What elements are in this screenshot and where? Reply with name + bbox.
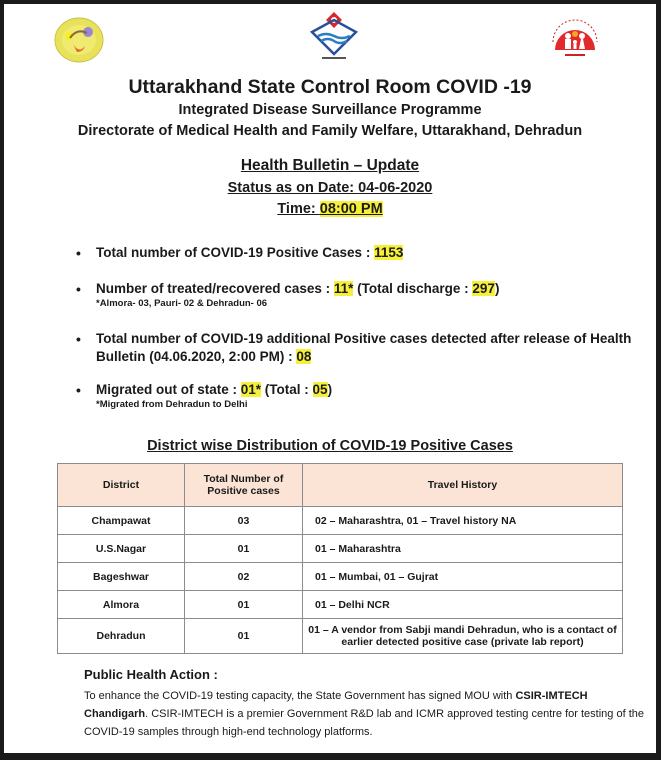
pha-text-part1: To enhance the COVID-19 testing capacity, the State Government has signed MOU with [84,690,516,702]
cell-cases: 03 [185,507,303,535]
status-date-label: Status as on Date: [227,180,359,196]
cell-travel: 01 – A vendor from Sabji mandi Dehradun, who is a contact of earlier detected positive case (private lab report) [303,619,623,654]
cell-cases: 01 [185,591,303,619]
cell-travel: 01 – Mumbai, 01 – Gujrat [303,563,623,591]
total-cases-value: 1153 [374,245,404,260]
migrated-total-label: (Total : [261,382,313,397]
migrated-note: *Migrated from Dehradun to Delhi [96,399,248,410]
cell-district: Bageshwar [58,563,185,591]
time-value: 08:00 PM [319,201,383,217]
district-table-title: District wise Distribution of COVID-19 Positive Cases [147,438,513,454]
recovered-value: 11* [333,281,354,296]
cell-travel: 01 – Delhi NCR [303,591,623,619]
directorate-subtitle: Directorate of Medical Health and Family Welfare, Uttarakhand, Dehradun [77,123,583,139]
status-date-value: 04-06-2020 [358,180,433,196]
cell-district: U.S.Nagar [58,535,185,563]
header-district: District [58,464,185,507]
bulletin-heading: Health Bulletin – Update [240,157,420,174]
programme-subtitle: Integrated Disease Surveillance Programme [178,102,482,118]
bullet-additional-cases [70,330,636,366]
table-row [58,591,623,619]
status-date-line [4,180,656,196]
district-table [57,463,623,654]
discharge-close: ) [494,281,500,296]
time-line [4,201,656,217]
bullet-recovered [70,280,499,310]
migrated-value: 01* [240,382,262,397]
bullet-total-cases [70,244,403,262]
table-header-row [58,464,623,507]
cell-district: Dehradun [58,619,185,654]
cell-district: Almora [58,591,185,619]
migrated-label: Migrated out of state : [96,382,241,397]
total-cases-label: Total number of COVID-19 Positive Cases : [96,245,375,260]
additional-label: Total number of COVID-19 additional Positive cases detected after release of Health Bulletin (04.06.2020, 2:00 PM) : [96,331,632,364]
table-row [58,535,623,563]
bullet-migrated [70,381,332,411]
migrated-total-value: 05 [312,382,328,397]
pha-text-part2: . CSIR-IMTECH is a premier Government R&D lab and ICMR approved testing centre for testing of the COVID-19 samples through high-end technology platforms. [84,708,644,738]
page-title: Uttarakhand State Control Room COVID -19 [128,76,532,98]
discharge-label: (Total discharge : [353,281,473,296]
public-health-action-heading: Public Health Action : [84,667,218,682]
recovered-label: Number of treated/recovered cases : [96,281,334,296]
recovered-note: *Almora- 03, Pauri- 02 & Dehradun- 06 [96,298,268,309]
cell-cases: 01 [185,619,303,654]
uttarakhand-govt-logo-icon [308,10,360,62]
header-travel: Travel History [303,464,623,507]
cell-cases: 01 [185,535,303,563]
cell-district: Champawat [58,507,185,535]
bulletin-page [4,4,656,753]
nhm-logo-icon [549,12,601,64]
pha-text-bold: CSIR-IMTECH Chandigarh [84,690,588,720]
header-cases: Total Number of Positive cases [185,464,303,507]
idsp-logo-icon [53,16,105,64]
cell-travel: 02 – Maharashtra, 01 – Travel history NA [303,507,623,535]
table-row [58,507,623,535]
table-row [58,619,623,654]
table-row [58,563,623,591]
discharge-value: 297 [472,281,495,296]
additional-value: 08 [296,349,312,364]
migrated-close: ) [327,382,333,397]
public-health-action-text [84,687,644,741]
cell-cases: 02 [185,563,303,591]
time-label: Time: [277,201,320,217]
cell-travel: 01 – Maharashtra [303,535,623,563]
